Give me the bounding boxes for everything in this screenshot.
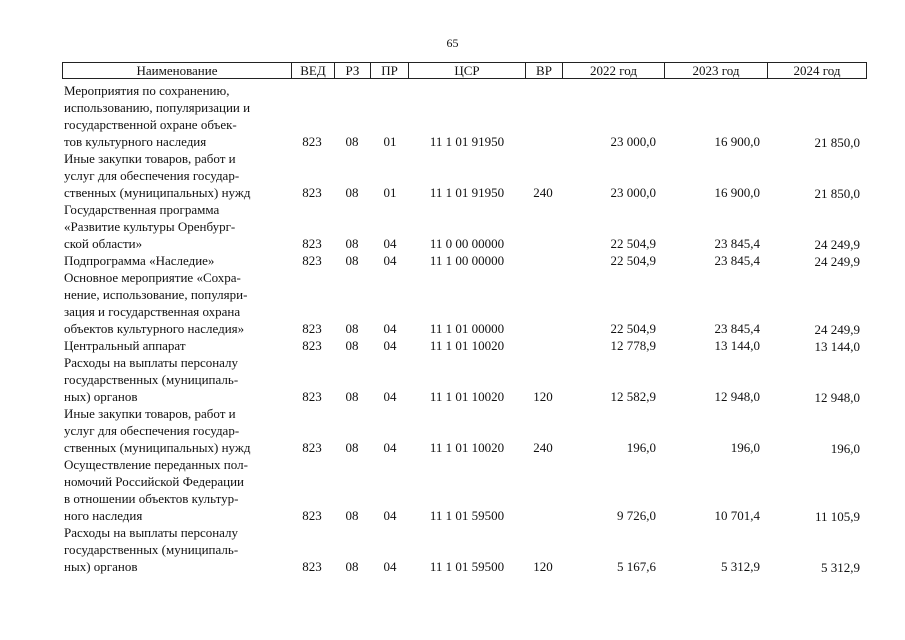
- header-2023: 2023 год: [664, 63, 767, 79]
- row-2022: 23 000,0: [610, 134, 656, 149]
- row-2023: 5 312,9: [721, 559, 760, 574]
- row-csr: 11 1 01 91950: [429, 185, 505, 200]
- row-csr: 11 0 00 00000: [429, 236, 505, 251]
- row-ved: 823: [302, 338, 322, 353]
- row-csr: 11 1 00 00000: [429, 253, 505, 268]
- row-ved: 823: [302, 321, 322, 336]
- header-name: Наименование: [136, 63, 218, 78]
- row-2024: 24 249,9: [814, 237, 860, 252]
- row-2024: 21 850,0: [814, 186, 860, 201]
- header-rz: РЗ: [334, 63, 370, 79]
- row-2023: 13 144,0: [714, 338, 760, 353]
- row-2022: 5 167,6: [617, 559, 656, 574]
- row-rz: 08: [345, 559, 359, 574]
- row-rz: 08: [345, 389, 359, 404]
- page-number: 65: [446, 36, 459, 50]
- row-2023: 12 948,0: [714, 389, 760, 404]
- header-pr: ПР: [370, 63, 408, 79]
- row-rz: 08: [345, 338, 359, 353]
- row-2022: 23 000,0: [610, 185, 656, 200]
- row-rz: 08: [345, 440, 359, 455]
- row-csr: 11 1 01 10020: [429, 338, 505, 353]
- header-vr: ВР: [525, 63, 562, 79]
- row-2024: 12 948,0: [814, 390, 860, 405]
- row-name: Иные закупки товаров, работ и услуг для обеспечения государ- ственных (муниципальных) нужд: [64, 406, 251, 455]
- row-name: Мероприятия по сохранению, использованию, популяризации и государственной охране объек- тов культурного наследия: [64, 83, 251, 149]
- row-csr: 11 1 01 10020: [429, 440, 505, 455]
- table-header: [62, 62, 867, 79]
- row-pr: 04: [383, 338, 397, 353]
- row-2024: 5 312,9: [821, 560, 860, 575]
- row-name: Расходы на выплаты персоналу государственных (муниципаль- ных) органов: [64, 525, 239, 574]
- row-2023: 23 845,4: [714, 236, 760, 251]
- row-ved: 823: [302, 253, 322, 268]
- row-name: Осуществление переданных пол- номочий Российской Федерации в отношении объектов культур- ного наследия: [64, 457, 248, 523]
- row-pr: 04: [383, 508, 397, 523]
- row-2022: 22 504,9: [610, 236, 656, 251]
- row-name: Подпрограмма «Наследие»: [64, 253, 215, 268]
- row-ved: 823: [302, 440, 322, 455]
- row-pr: 04: [383, 389, 397, 404]
- row-pr: 04: [383, 321, 397, 336]
- row-2022: 12 582,9: [610, 389, 656, 404]
- row-2023: 196,0: [730, 440, 760, 455]
- row-2024: 196,0: [830, 441, 860, 456]
- row-csr: 11 1 01 59500: [429, 508, 505, 523]
- row-name: Государственная программа «Развитие культуры Оренбург- ской области»: [64, 202, 236, 251]
- row-2022: 12 778,9: [610, 338, 656, 353]
- row-vr: 120: [533, 559, 553, 574]
- row-2023: 10 701,4: [714, 508, 760, 523]
- row-2024: 11 105,9: [814, 509, 860, 524]
- row-csr: 11 1 01 91950: [429, 134, 505, 149]
- row-name: Центральный аппарат: [64, 338, 186, 353]
- row-rz: 08: [345, 321, 359, 336]
- row-vr: 240: [533, 440, 553, 455]
- row-2023: 16 900,0: [714, 134, 760, 149]
- header-ved: ВЕД: [291, 63, 334, 79]
- row-csr: 11 1 01 10020: [429, 389, 505, 404]
- row-pr: 04: [383, 253, 397, 268]
- row-pr: 04: [383, 236, 397, 251]
- row-rz: 08: [345, 134, 359, 149]
- row-ved: 823: [302, 185, 322, 200]
- row-ved: 823: [302, 389, 322, 404]
- row-ved: 823: [302, 559, 322, 574]
- row-2022: 9 726,0: [617, 508, 656, 523]
- row-2023: 23 845,4: [714, 253, 760, 268]
- row-rz: 08: [345, 508, 359, 523]
- row-ved: 823: [302, 134, 322, 149]
- row-2022: 22 504,9: [610, 253, 656, 268]
- row-2024: 24 249,9: [814, 254, 860, 269]
- row-pr: 04: [383, 440, 397, 455]
- row-2023: 16 900,0: [714, 185, 760, 200]
- row-2023: 23 845,4: [714, 321, 760, 336]
- header-2022: 2022 год: [562, 63, 664, 79]
- row-2022: 196,0: [626, 440, 656, 455]
- row-rz: 08: [345, 185, 359, 200]
- row-rz: 08: [345, 236, 359, 251]
- row-ved: 823: [302, 236, 322, 251]
- row-2022: 22 504,9: [610, 321, 656, 336]
- row-2024: 24 249,9: [814, 322, 860, 337]
- row-ved: 823: [302, 508, 322, 523]
- row-vr: 240: [533, 185, 553, 200]
- row-csr: 11 1 01 59500: [429, 559, 505, 574]
- header-2024: 2024 год: [767, 63, 866, 79]
- row-pr: 01: [383, 134, 397, 149]
- row-rz: 08: [345, 253, 359, 268]
- row-vr: 120: [533, 389, 553, 404]
- row-pr: 04: [383, 559, 397, 574]
- row-name: Иные закупки товаров, работ и услуг для обеспечения государ- ственных (муниципальных) нужд: [64, 151, 251, 200]
- row-2024: 13 144,0: [814, 339, 860, 354]
- header-csr: ЦСР: [408, 63, 525, 79]
- row-csr: 11 1 01 00000: [429, 321, 505, 336]
- row-pr: 01: [383, 185, 397, 200]
- row-2024: 21 850,0: [814, 135, 860, 150]
- row-name: Расходы на выплаты персоналу государственных (муниципаль- ных) органов: [64, 355, 239, 404]
- row-name: Основное мероприятие «Сохра- нение, использование, популяри- зация и государственная охрана объектов культурного наследия»: [64, 270, 248, 336]
